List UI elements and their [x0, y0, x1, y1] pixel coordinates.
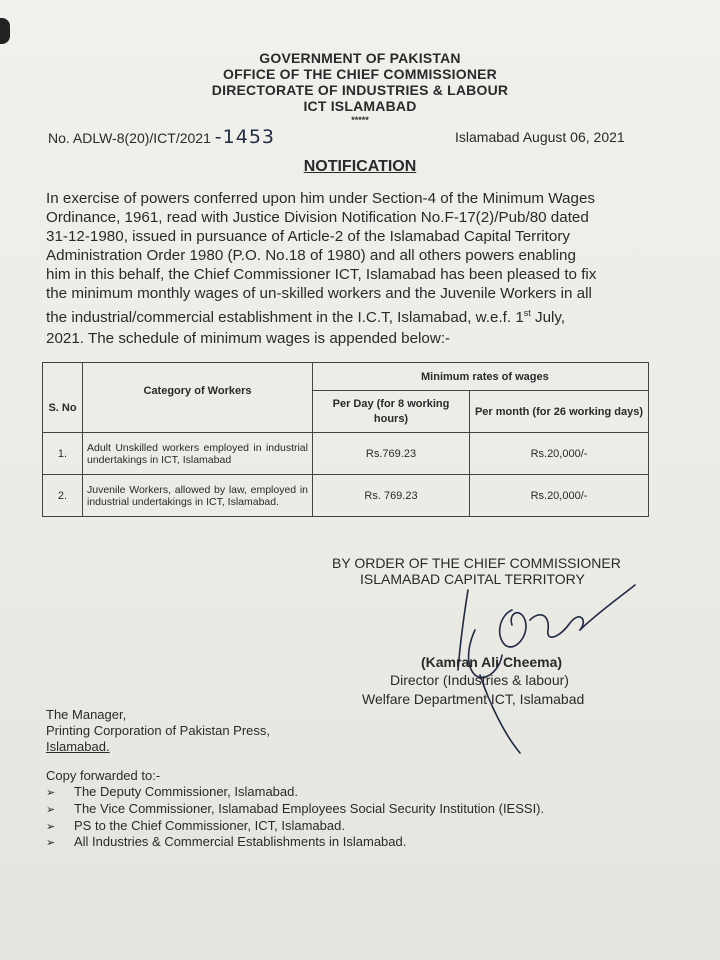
- wages-table: [42, 362, 649, 517]
- header-per-day: Per Day (for 8 working hours): [313, 391, 470, 433]
- table-row: [43, 433, 649, 475]
- row-category: Juvenile Workers, allowed by law, employed in industrial undertakings in ICT, Islamabad.: [83, 475, 313, 517]
- header-category: Category of Workers: [83, 363, 313, 433]
- body-line-5: him in this behalf, the Chief Commissioner ICT, Islamabad has been pleased to fix: [46, 266, 597, 283]
- header-minimum-rates: Minimum rates of wages: [313, 363, 649, 391]
- header-per-month: Per month (for 26 working days): [470, 391, 649, 433]
- reference-number: [48, 126, 275, 148]
- row-per-day: Rs. 769.23: [313, 475, 470, 517]
- copy-item-text: The Vice Commissioner, Islamabad Employees Social Security Institution (IESSI).: [74, 801, 545, 816]
- table-row: [43, 475, 649, 517]
- arrow-bullet-icon: ➢: [46, 821, 56, 833]
- copy-item-text: The Deputy Commissioner, Islamabad.: [74, 784, 298, 799]
- body-sup: st: [523, 308, 531, 318]
- header-sno: S. No: [43, 363, 83, 433]
- header-line-2: OFFICE OF THE CHIEF COMMISSIONER: [223, 66, 497, 82]
- body-line-1: In exercise of powers conferred upon him under Section-4 of the Minimum Wages: [46, 190, 595, 207]
- row-per-month: Rs.20,000/-: [470, 433, 649, 475]
- body-line-7: [46, 304, 565, 328]
- copy-heading: Copy forwarded to:-: [46, 768, 161, 783]
- arrow-bullet-icon: ➢: [46, 787, 56, 799]
- addressee-line-2: Printing Corporation of Pakistan Press,: [46, 723, 270, 738]
- addressee-line-1: The Manager,: [46, 707, 127, 722]
- reference-number-text: No. ADLW-8(20)/ICT/2021: [48, 130, 211, 146]
- row-per-day: Rs.769.23: [313, 433, 470, 475]
- signatory-designation: Director (Industries & labour): [390, 672, 569, 688]
- header-stars: *****: [351, 115, 369, 125]
- signatory-department: Welfare Department ICT, Islamabad: [362, 691, 585, 707]
- body-line-3: 31-12-1980, issued in pursuance of Article-2 of the Islamabad Capital Territory: [46, 228, 570, 245]
- body-line-8: 2021. The schedule of minimum wages is appended below:-: [46, 330, 451, 347]
- body-line-6: the minimum monthly wages of un-skilled workers and the Juvenile Workers in all: [46, 285, 592, 302]
- body-line-7-text: the industrial/commercial establishment in the I.C.T, Islamabad, w.e.f. 1: [46, 309, 524, 327]
- header-line-3: DIRECTORATE OF INDUSTRIES & LABOUR: [211, 82, 509, 98]
- row-per-month: Rs.20,000/-: [470, 475, 649, 517]
- order-line-2: ISLAMABAD CAPITAL TERRITORY: [360, 571, 585, 587]
- row-category: Adult Unskilled workers employed in industrial undertakings in ICT, Islamabad: [83, 433, 313, 475]
- copy-item-text: PS to the Chief Commissioner, ICT, Islamabad.: [74, 818, 345, 833]
- document-date: Islamabad August 06, 2021: [455, 129, 625, 145]
- copy-item-text: All Industries & Commercial Establishments in Islamabad.: [74, 834, 407, 849]
- body-line-4: Administration Order 1980 (P.O. No.18 of 1980) and all others powers enabling: [46, 247, 576, 264]
- row-sno: 2.: [43, 475, 83, 517]
- notification-title-text: NOTIFICATION: [303, 158, 417, 175]
- signatory-name: (Kamran Ali Cheema): [421, 654, 563, 670]
- notification-title: [0, 158, 720, 176]
- copy-item: [46, 818, 345, 833]
- scan-corner-mark: [0, 18, 10, 44]
- copy-item: [46, 801, 544, 816]
- copy-item: [46, 784, 298, 799]
- arrow-bullet-icon: ➢: [46, 804, 56, 816]
- handwritten-ref: -1453: [214, 126, 275, 148]
- row-sno: 1.: [43, 433, 83, 475]
- copy-item: [46, 834, 406, 849]
- header-line-4: ICT ISLAMABAD: [303, 98, 417, 114]
- header-line-1: GOVERNMENT OF PAKISTAN: [259, 50, 461, 66]
- arrow-bullet-icon: ➢: [46, 837, 56, 849]
- body-line-7-end: July,: [530, 309, 566, 327]
- order-line-1: BY ORDER OF THE CHIEF COMMISSIONER: [332, 555, 621, 571]
- addressee-line-3: Islamabad.: [46, 739, 110, 754]
- body-line-2: Ordinance, 1961, read with Justice Division Notification No.F-17(2)/Pub/80 dated: [46, 209, 589, 226]
